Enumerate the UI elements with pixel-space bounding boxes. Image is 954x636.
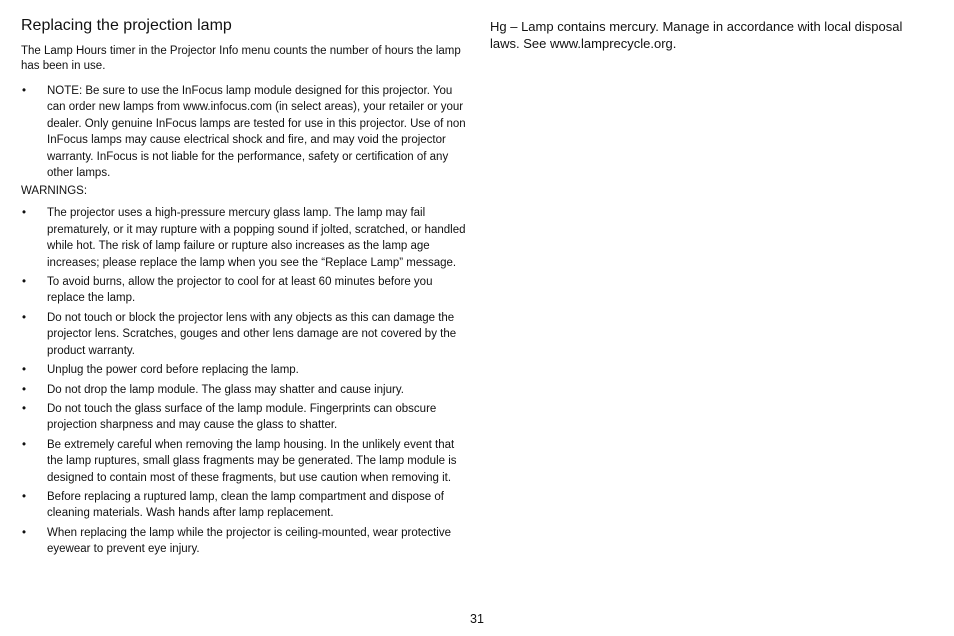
list-item [21, 401, 466, 434]
list-item-text: Do not drop the lamp module. The glass may shatter and cause injury. [47, 383, 404, 396]
bullet-icon: • [22, 383, 27, 396]
bullet-icon: • [22, 364, 27, 377]
list-item-text: Unplug the power cord before replacing the lamp. [47, 364, 299, 377]
warnings-label: WARNINGS: [21, 185, 88, 198]
section-title: Replacing the projection lamp [21, 17, 232, 34]
bullet-icon: • [22, 276, 27, 289]
warnings-list [21, 205, 466, 557]
list-item [21, 205, 466, 271]
bullet-icon: • [22, 402, 27, 415]
left-column [21, 16, 466, 561]
list-item-text: Do not touch the glass surface of the lamp module. Fingerprints can obscure projection sharpness and may cause the glass to shatter. [47, 402, 437, 432]
list-item [21, 382, 466, 398]
bullet-icon: • [22, 438, 27, 451]
bullet-icon: • [22, 490, 27, 503]
list-item-text: Be extremely careful when removing the lamp housing. In the unlikely event that the lamp ruptures, small glass fragments may be generated. The lamp module is designed to contain most of these fragments, but use caution when removing it. [47, 438, 457, 484]
list-item-text: Do not touch or block the projector lens with any objects as this can damage the projector lens. Scratches, gouges and other lens damage are not covered by the product warranty. [47, 311, 457, 357]
bullet-icon: • [22, 311, 27, 324]
list-item-text: Before replacing a ruptured lamp, clean the lamp compartment and dispose of cleaning materials. Wash hands after lamp replacement. [47, 490, 444, 520]
bullet-icon: • [22, 85, 27, 97]
page-number: 31 [470, 612, 484, 626]
intro-paragraph: The Lamp Hours timer in the Projector Info menu counts the number of hours the lamp has been in use. [21, 45, 461, 72]
right-column [490, 18, 930, 52]
note-list [21, 83, 466, 181]
list-item [21, 489, 466, 522]
mercury-notice: Hg – Lamp contains mercury. Manage in accordance with local disposal laws. See www.lamprecycle.org. [490, 19, 903, 51]
list-item-text: NOTE: Be sure to use the InFocus lamp module designed for this projector. You can order new lamps from www.infocus.com (in select areas), your retailer or your dealer. Only genuine InFocus lamps are tested for use in this projector. Use of non InFocus lamps may cause electrical shock and fire, and may void the projector warranty. InFocus is not liable for the performance, safety or certification of any other lamps. [47, 85, 466, 180]
list-item-text: When replacing the lamp while the projector is ceiling-mounted, wear protective eyewear to prevent eye injury. [47, 526, 451, 556]
list-item [21, 310, 466, 359]
bullet-icon: • [22, 207, 27, 220]
bullet-icon: • [22, 526, 27, 539]
list-item-text: The projector uses a high-pressure mercury glass lamp. The lamp may fail prematurely, or it may rupture with a popping sound if jolted, scratched, or handled while hot. The risk of lamp failure or rupture also increases as the lamp age increases; please replace the lamp when you see the “Replace Lamp” message. [47, 207, 466, 269]
list-item [21, 362, 466, 378]
list-item [21, 83, 466, 181]
list-item [21, 437, 466, 486]
list-item [21, 274, 466, 307]
list-item-text: To avoid burns, allow the projector to cool for at least 60 minutes before you replace the lamp. [47, 276, 433, 305]
list-item [21, 525, 466, 558]
